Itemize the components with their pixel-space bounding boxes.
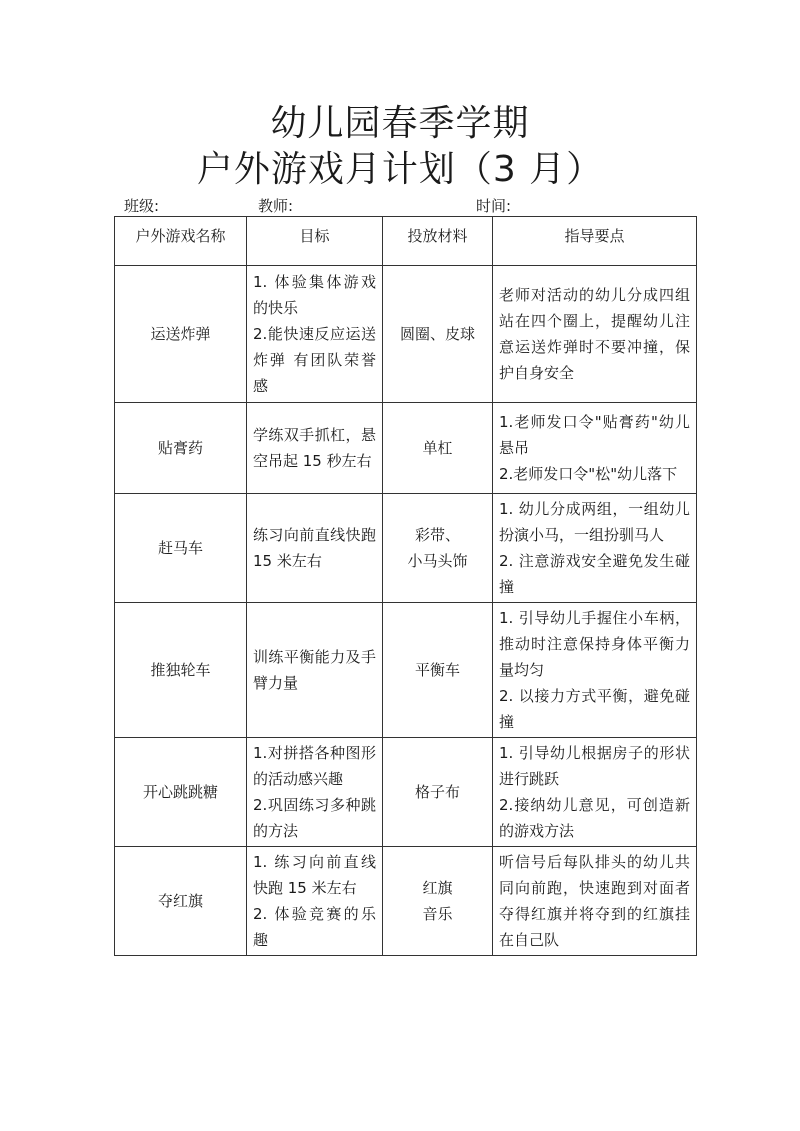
- game-guide: 1. 引导幼儿手握住小车柄，推动时注意保持身体平衡力量均匀 2. 以接力方式平衡，避免碰撞: [493, 603, 697, 738]
- header-goal: 目标: [247, 217, 383, 266]
- game-goal: 练习向前直线快跑 15 米左右: [247, 494, 383, 603]
- header-game-name: 户外游戏名称: [115, 217, 247, 266]
- game-goal: 1.对拼搭各种图形的活动感兴趣 2.巩固练习多种跳的方法: [247, 738, 383, 847]
- class-label: 班级:: [124, 197, 160, 215]
- table-row: [115, 494, 697, 603]
- game-name: 开心跳跳糖: [115, 738, 247, 847]
- game-goal: 1. 练习向前直线快跑 15 米左右 2. 体验竞赛的乐趣: [247, 847, 383, 956]
- game-guide: 1. 幼儿分成两组，一组幼儿扮演小马，一组扮驯马人 2. 注意游戏安全避免发生碰撞: [493, 494, 697, 603]
- time-label: 时间:: [476, 197, 512, 215]
- table-row: [115, 738, 697, 847]
- game-goal: 学练双手抓杠，悬空吊起 15 秒左右: [247, 403, 383, 494]
- game-name: 贴膏药: [115, 403, 247, 494]
- game-goal: 训练平衡能力及手臂力量: [247, 603, 383, 738]
- header-guide: 指导要点: [493, 217, 697, 266]
- game-goal: 1. 体验集体游戏的快乐 2.能快速反应运送炸弹 有团队荣誉感: [247, 266, 383, 403]
- game-material: 单杠: [383, 403, 493, 494]
- game-material: 格子布: [383, 738, 493, 847]
- game-name: 推独轮车: [115, 603, 247, 738]
- table-row: [115, 403, 697, 494]
- game-name: 赶马车: [115, 494, 247, 603]
- table-row: [115, 603, 697, 738]
- game-name: 夺红旗: [115, 847, 247, 956]
- header-material: 投放材料: [383, 217, 493, 266]
- game-material: 平衡车: [383, 603, 493, 738]
- game-guide: 1. 引导幼儿根据房子的形状进行跳跃 2.接纳幼儿意见，可创造新的游戏方法: [493, 738, 697, 847]
- document-title: 幼儿园春季学期: [270, 103, 530, 144]
- table-row: [115, 847, 697, 956]
- document-subtitle: 户外游戏月计划（3 月）: [196, 149, 604, 190]
- game-guide: 老师对活动的幼儿分成四组站在四个圈上，提醒幼儿注意运送炸弹时不要冲撞，保护自身安全: [493, 266, 697, 403]
- game-material: 圆圈、皮球: [383, 266, 493, 403]
- game-name: 运送炸弹: [115, 266, 247, 403]
- table-row: [115, 266, 697, 403]
- table-header-row: [115, 217, 697, 266]
- game-guide: 1.老师发口令"贴膏药"幼儿悬吊 2.老师发口令"松"幼儿落下: [493, 403, 697, 494]
- game-material: 彩带、 小马头饰: [383, 494, 493, 603]
- plan-table: [114, 216, 697, 956]
- teacher-label: 教师:: [258, 197, 294, 215]
- game-material: 红旗 音乐: [383, 847, 493, 956]
- game-guide: 听信号后每队排头的幼儿共同向前跑，快速跑到对面者夺得红旗并将夺到的红旗挂在自己队: [493, 847, 697, 956]
